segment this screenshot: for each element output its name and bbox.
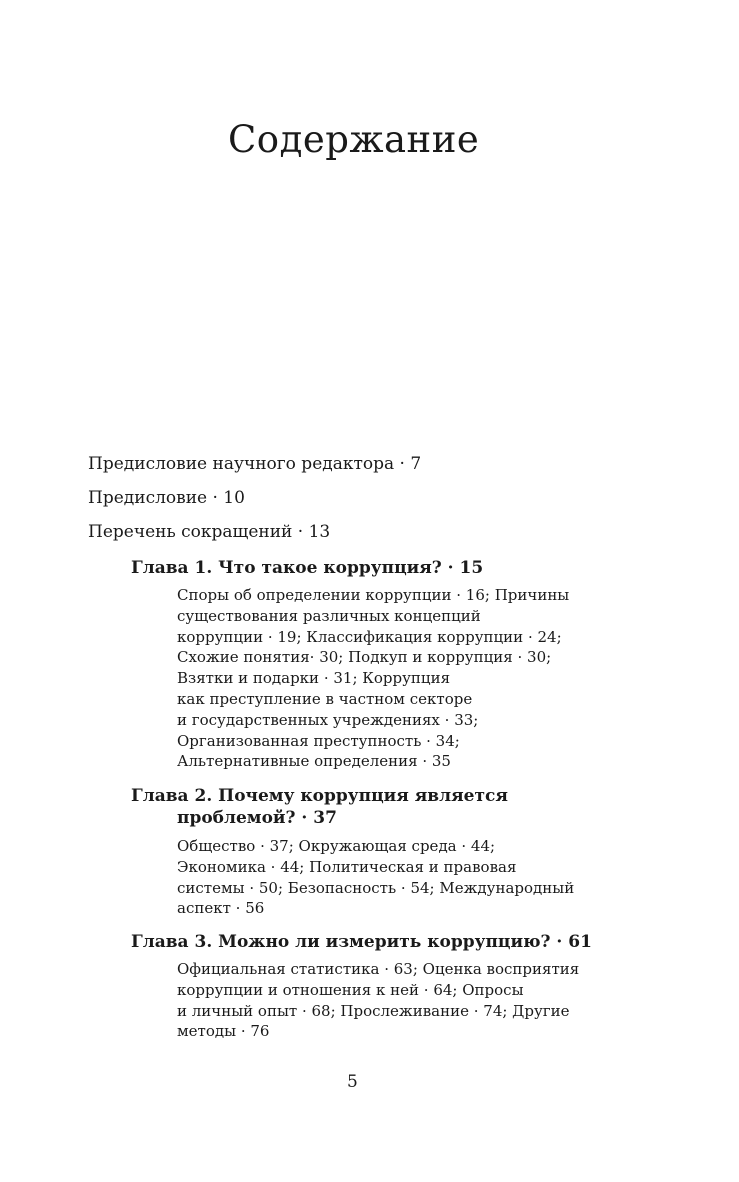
toc-section-line: Споры об определении коррупции · 16; Причины (177, 586, 570, 604)
toc-section-line: Схожие понятия· 30; Подкуп и коррупция · 30; (177, 648, 552, 667)
toc-section-line: коррупции · 19; Классификация коррупции · 24; (177, 627, 562, 646)
toc-chapter-3-heading (131, 931, 592, 953)
toc-section-line: Экономика · 44; Политическая и правовая (177, 857, 517, 876)
toc-section-line: аспект · 56 (177, 899, 265, 918)
toc-section-line: системы · 50; Безопасность · 54; Международный (177, 878, 575, 897)
toc-chapter-2-sections (177, 836, 574, 919)
toc-entry-editor-preface: Предисловие научного редактора · 7 (88, 454, 422, 474)
toc-chapter-2-title-cont: проблемой? · 37 (177, 808, 337, 828)
toc-chapter-2-title: Глава 2. Почему коррупция является (131, 786, 508, 806)
toc-section-line: Официальная статистика · 63; Оценка восприятия (177, 960, 580, 978)
toc-chapter-3-title: Глава 3. Можно ли измерить коррупцию? · 61 (131, 932, 592, 952)
toc-section-line: как преступление в частном секторе (177, 689, 473, 708)
toc-section-line: коррупции и отношения к ней · 64; Опросы (177, 980, 524, 999)
toc-chapter-1-sections (177, 585, 569, 772)
toc-section-line: Взятки и подарки · 31; Коррупция (177, 669, 451, 688)
toc-section-line: и государственных учреждениях · 33; (177, 710, 479, 729)
toc-section-line: и личный опыт · 68; Прослеживание · 74; Другие (177, 1001, 570, 1020)
page-title: Содержание (228, 118, 480, 161)
toc-chapter-1-heading (131, 557, 483, 579)
toc-entry-preface: Предисловие · 10 (88, 488, 245, 508)
toc-chapter-1-title: Глава 1. Что такое коррупция? · 15 (131, 558, 484, 578)
toc-section-line: Альтернативные определения · 35 (177, 752, 451, 771)
toc-section-line: методы · 76 (177, 1022, 270, 1041)
toc-section-line: существования различных концепций (177, 606, 481, 625)
toc-entry-abbreviations: Перечень сокращений · 13 (88, 522, 331, 542)
toc-section-line: Общество · 37; Окружающая среда · 44; (177, 837, 496, 855)
toc-chapter-3-sections (177, 959, 579, 1042)
page-number: 5 (347, 1072, 358, 1092)
toc-chapter-2-heading (131, 785, 508, 829)
toc-section-line: Организованная преступность · 34; (177, 731, 460, 750)
